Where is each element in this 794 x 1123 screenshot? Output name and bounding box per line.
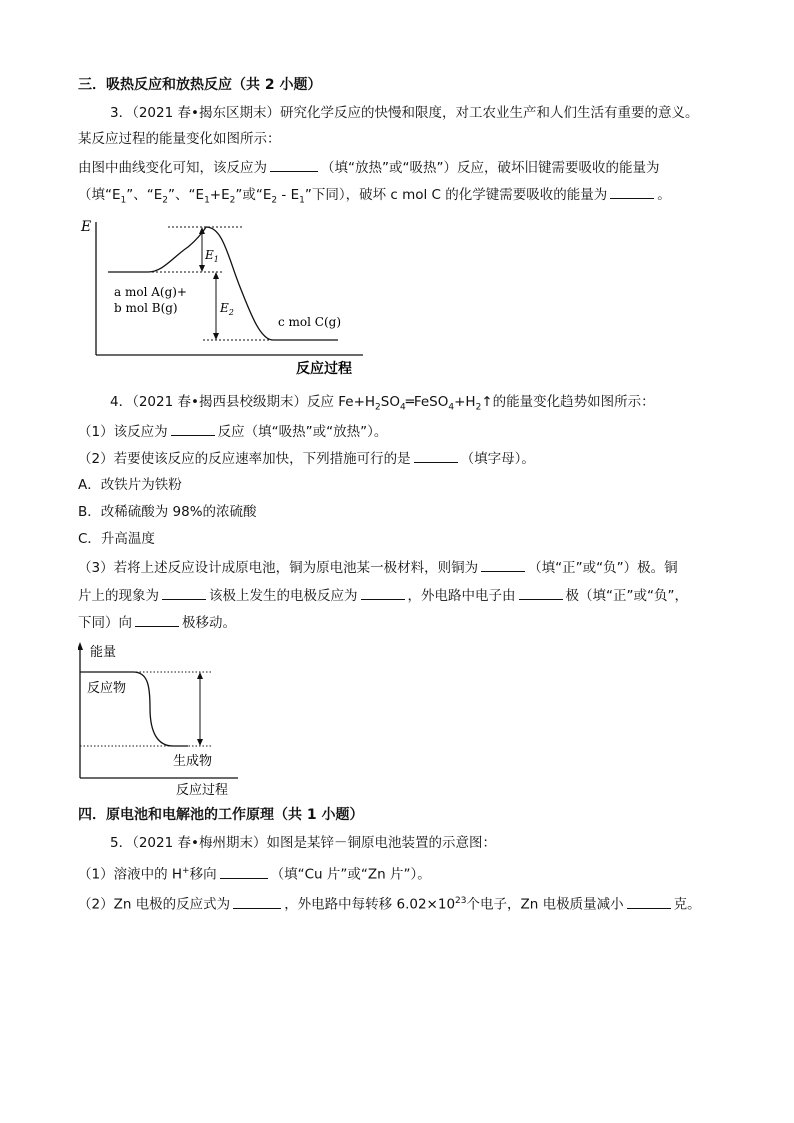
axis-x-label: 反应过程 xyxy=(176,783,229,798)
reactant-label: 反应物 xyxy=(87,681,127,696)
answer-blank[interactable] xyxy=(162,585,206,600)
q5-part-2: （2）Zn 电极的反应式为 ，外电路中每转移 $6.02\times 10^{23}$个电子，Zn 电极质量减小 克。 xyxy=(78,892,701,914)
answer-blank[interactable] xyxy=(220,864,268,879)
q5-line-1: 5．（2021 春•梅州期末）如图是某锌－铜原电池装置的示意图： xyxy=(110,835,496,851)
energy-diagram-1 xyxy=(78,212,378,377)
q4-part-1: （1）该反应为 反应（填“吸热”或“放热”）。 xyxy=(78,421,387,441)
q3-line-4: （填“$E_1$”、“$E_2$”、“$E_1+E_2$”或“$E_2 - E_1$”下同），破坏 c mol C 的化学键需要吸收的能量为 。 xyxy=(78,184,671,210)
energy-diagram-2 xyxy=(78,638,278,798)
reactants-label-2: b mol B(g) xyxy=(114,301,178,315)
answer-blank[interactable] xyxy=(135,612,179,627)
answer-blank[interactable] xyxy=(270,157,318,172)
e2-label: $E_2$ xyxy=(220,301,234,317)
q5-part-1: （1）溶液中的 H+移向 （填“Cu 片”或“Zn 片”）。 xyxy=(78,862,431,884)
answer-blank[interactable] xyxy=(481,557,525,572)
answer-blank[interactable] xyxy=(610,184,654,199)
answer-blank[interactable] xyxy=(361,585,405,600)
section-heading-4: 四．原电池和电解池的工作原理（共 1 小题） xyxy=(78,807,364,823)
q4-part-3-line-1: （3）若将上述反应设计成原电池，铜为原电池某一极材料，则铜为 （填“正”或“负”）极。铜 xyxy=(78,557,678,577)
q4-option-a: A．改铁片为铁粉 xyxy=(78,477,182,493)
product-label: c mol C(g) xyxy=(278,315,342,329)
e1-label: $E_1$ xyxy=(205,248,219,264)
q3-line-2: 某反应过程的能量变化如图所示： xyxy=(78,131,281,147)
q3-line-3: 由图中曲线变化可知，该反应为 （填“放热”或“吸热”）反应，破坏旧键需要吸收的能量为 xyxy=(78,157,659,177)
q4-part-3-line-3: 下同）向 极移动。 xyxy=(78,612,236,632)
q4-line-1: 4．（2021 春•揭西县校级期末）反应 $Fe+H_2SO_4═FeSO_4+H_2↑$的能量变化趋势如图所示： xyxy=(110,394,655,413)
section-heading-3: 三．吸热反应和放热反应（共 2 小题） xyxy=(78,77,322,93)
axis-y-label: E xyxy=(81,219,92,235)
axis-y-label: 能量 xyxy=(90,645,117,660)
answer-blank[interactable] xyxy=(414,448,458,463)
q4-part-3-line-2: 片上的现象为 该极上发生的电极反应为 ，外电路中电子由 极（填“正”或“负”， xyxy=(78,585,688,605)
answer-blank[interactable] xyxy=(627,894,671,909)
q4-option-c: C．升高温度 xyxy=(78,531,155,547)
product-label: 生成物 xyxy=(173,754,213,769)
axis-x-label: 反应过程 xyxy=(296,361,352,377)
q4-part-2: （2）若要使该反应的反应速率加快，下列措施可行的是 （填字母）。 xyxy=(78,448,535,468)
answer-blank[interactable] xyxy=(233,894,281,909)
q3-line-1: 3．（2021 春•揭东区期末）研究化学反应的快慢和限度，对工农业生产和人们生活有重要的意义。 xyxy=(110,105,699,121)
reactants-label-1: a mol A(g)+ xyxy=(114,285,187,299)
q4-option-b: B．改稀硫酸为 98%的浓硫酸 xyxy=(78,504,257,520)
answer-blank[interactable] xyxy=(171,421,215,436)
answer-blank[interactable] xyxy=(519,585,563,600)
